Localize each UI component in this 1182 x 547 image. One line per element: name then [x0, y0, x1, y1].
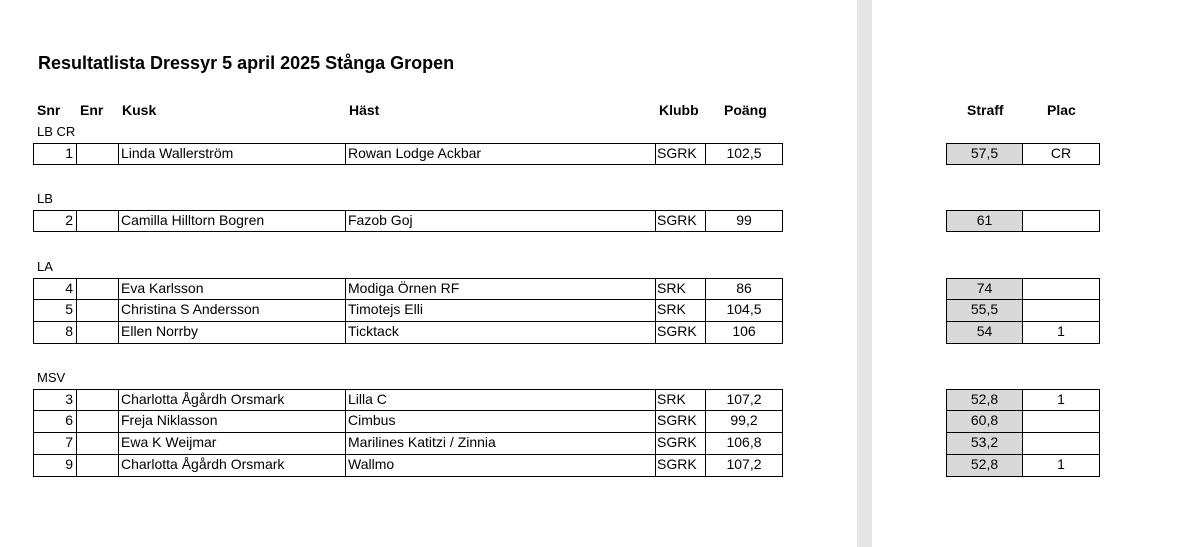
cell-straff: 60,8 — [946, 411, 1023, 433]
table-row — [33, 433, 783, 455]
cell-plac: 1 — [1023, 389, 1100, 411]
page-title: Resultatlista Dressyr 5 april 2025 Stånga Gropen — [38, 53, 455, 73]
table-row-result — [946, 455, 1100, 477]
header-klubb: Klubb — [659, 102, 699, 118]
cell-poang: 107,2 — [706, 455, 783, 477]
cell-poang: 106,8 — [706, 433, 783, 455]
cell-klubb: SRK — [656, 389, 706, 411]
cell-straff: 52,8 — [946, 389, 1023, 411]
cell-straff: 52,8 — [946, 455, 1023, 477]
cell-klubb: SGRK — [656, 455, 706, 477]
cell-snr: 6 — [33, 411, 77, 433]
table-row-result — [946, 322, 1100, 344]
cell-straff: 74 — [946, 278, 1023, 300]
cell-kusk: Charlotta Ågårdh Orsmark — [119, 455, 346, 477]
cell-enr — [77, 433, 119, 455]
header-poang: Poäng — [724, 102, 767, 118]
cell-klubb: SGRK — [656, 322, 706, 344]
cell-enr — [77, 143, 119, 165]
cell-snr: 1 — [33, 143, 77, 165]
cell-hast: Timotejs Elli — [346, 300, 656, 322]
cell-straff: 55,5 — [946, 300, 1023, 322]
cell-plac — [1023, 300, 1100, 322]
header-plac: Plac — [1047, 102, 1076, 118]
cell-enr — [77, 278, 119, 300]
cell-hast: Lilla C — [346, 389, 656, 411]
cell-kusk: Camilla Hilltorn Bogren — [119, 210, 346, 232]
cell-snr: 3 — [33, 389, 77, 411]
cell-snr: 8 — [33, 322, 77, 344]
cell-plac — [1023, 411, 1100, 433]
cell-straff: 54 — [946, 322, 1023, 344]
cell-hast: Ticktack — [346, 322, 656, 344]
cell-poang: 104,5 — [706, 300, 783, 322]
table-row-result — [946, 143, 1100, 165]
cell-snr: 7 — [33, 433, 77, 455]
cell-kusk: Charlotta Ågårdh Orsmark — [119, 389, 346, 411]
cell-poang: 99,2 — [706, 411, 783, 433]
cell-enr — [77, 389, 119, 411]
header-straff: Straff — [967, 102, 1004, 118]
cell-klubb: SGRK — [656, 433, 706, 455]
cell-plac: 1 — [1023, 322, 1100, 344]
cell-kusk: Ewa K Weijmar — [119, 433, 346, 455]
table-row — [33, 322, 783, 344]
table-row — [33, 300, 783, 322]
group-label: LB CR — [37, 124, 76, 139]
table-row — [33, 278, 783, 300]
table-row — [33, 389, 783, 411]
cell-klubb: SRK — [656, 300, 706, 322]
group-label: LB — [37, 191, 53, 206]
cell-hast: Wallmo — [346, 455, 656, 477]
header-kusk: Kusk — [122, 102, 157, 118]
cell-snr: 9 — [33, 455, 77, 477]
cell-kusk: Freja Niklasson — [119, 411, 346, 433]
cell-straff: 53,2 — [946, 433, 1023, 455]
cell-hast: Cimbus — [346, 411, 656, 433]
cell-plac — [1023, 433, 1100, 455]
table-row — [33, 455, 783, 477]
cell-hast: Marilines Katitzi / Zinnia — [346, 433, 656, 455]
cell-kusk: Eva Karlsson — [119, 278, 346, 300]
cell-straff: 61 — [946, 210, 1023, 232]
cell-hast: Fazob Goj — [346, 210, 656, 232]
table-row-result — [946, 411, 1100, 433]
cell-enr — [77, 210, 119, 232]
cell-plac — [1023, 210, 1100, 232]
header-hast: Häst — [349, 102, 380, 118]
cell-snr: 5 — [33, 300, 77, 322]
cell-poang: 99 — [706, 210, 783, 232]
cell-plac: CR — [1023, 143, 1100, 165]
table-row-result — [946, 278, 1100, 300]
table-row-result — [946, 300, 1100, 322]
header-enr: Enr — [80, 102, 104, 118]
cell-klubb: SGRK — [656, 143, 706, 165]
cell-hast: Rowan Lodge Ackbar — [346, 143, 656, 165]
cell-kusk: Linda Wallerström — [119, 143, 346, 165]
table-row-result — [946, 389, 1100, 411]
cell-klubb: SRK — [656, 278, 706, 300]
cell-kusk: Ellen Norrby — [119, 322, 346, 344]
cell-kusk: Christina S Andersson — [119, 300, 346, 322]
cell-poang: 86 — [706, 278, 783, 300]
cell-hast: Modiga Örnen RF — [346, 278, 656, 300]
cell-snr: 4 — [33, 278, 77, 300]
table-row — [33, 210, 783, 232]
header-snr: Snr — [37, 102, 61, 118]
table-row — [33, 411, 783, 433]
cell-klubb: SGRK — [656, 210, 706, 232]
cell-enr — [77, 300, 119, 322]
cell-enr — [77, 322, 119, 344]
sheet-divider — [857, 0, 872, 547]
cell-poang: 102,5 — [706, 143, 783, 165]
cell-straff: 57,5 — [946, 143, 1023, 165]
table-row-result — [946, 210, 1100, 232]
cell-klubb: SGRK — [656, 411, 706, 433]
group-label: LA — [37, 259, 53, 274]
cell-poang: 107,2 — [706, 389, 783, 411]
cell-poang: 106 — [706, 322, 783, 344]
table-row-result — [946, 433, 1100, 455]
group-label: MSV — [37, 370, 66, 385]
cell-snr: 2 — [33, 210, 77, 232]
cell-enr — [77, 455, 119, 477]
cell-plac: 1 — [1023, 455, 1100, 477]
cell-enr — [77, 411, 119, 433]
cell-plac — [1023, 278, 1100, 300]
table-row — [33, 143, 783, 165]
